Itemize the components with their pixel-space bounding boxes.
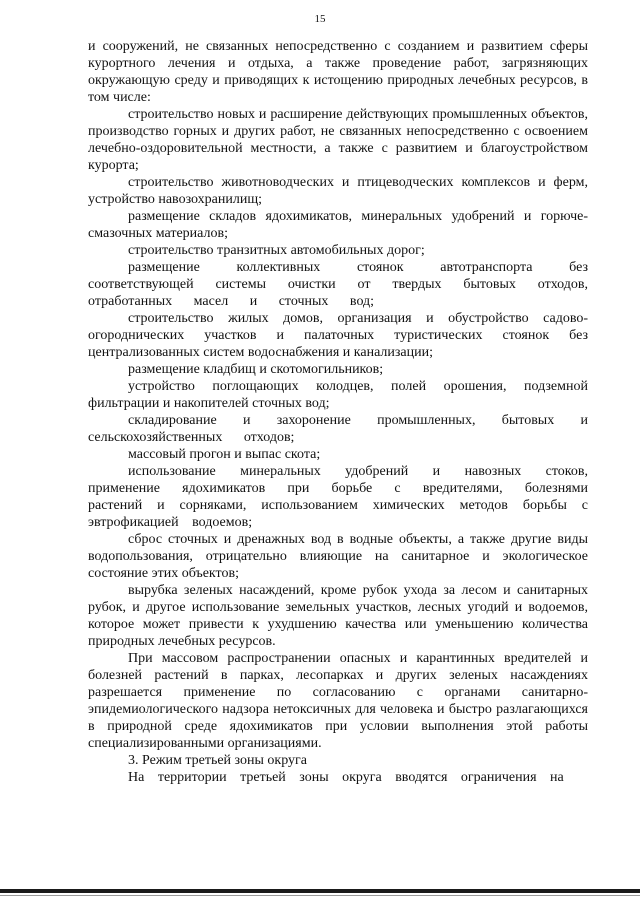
- list-item-wells: устройство поглощающих колодцев, полей орошения, подземной фильтрации и накопителей сточных вод;: [88, 379, 588, 411]
- list-item-parking: размещение коллективных стоянок автотранспорта без соответствующей системы очистки от твердых бытовых отходов, отработанных масел и сточных вод;: [88, 260, 588, 309]
- paragraph-pests: При массовом распространении опасных и карантинных вредителей и болезней растений в парках, лесопарках и других зеленых насаждениях разрешается применение по согласованию с органами санитарно-эпидемиологического надзора нетоксичных для человека и быстро разлагающихся в природной среде ядохимикатов при условии выполнения этой работы специализированными организациями.: [88, 651, 588, 751]
- page-bottom-border-shadow: [0, 895, 640, 896]
- paragraph-intro: и сооружений, не связанных непосредственно с созданием и развитием сферы курортного лечения и отдыха, а также проведение работ, загрязняющих окружающую среду и приводящих к истощению природных лечебных ресурсов, в том числе:: [88, 39, 588, 105]
- list-item-roads: строительство транзитных автомобильных дорог;: [128, 243, 425, 258]
- document-body: [88, 38, 588, 786]
- paragraph-third-zone: На территории третьей зоны округа вводятся ограничения на: [128, 770, 564, 785]
- page-number: 15: [314, 13, 326, 25]
- list-item-cemeteries: размещение кладбищ и скотомогильников;: [128, 362, 384, 377]
- list-item-grazing: массовый прогон и выпас скота;: [128, 447, 321, 462]
- list-item-wastewater: сброс сточных и дренажных вод в водные объекты, а также другие виды водопользования, отрицательно влияющие на санитарное и экологическое состояние этих объектов;: [88, 532, 588, 581]
- section-heading-third-zone: 3. Режим третьей зоны округа: [128, 753, 307, 768]
- list-item-industrial: строительство новых и расширение действующих промышленных объектов, производство горных и других работ, не связанных непосредственно с освоением лечебно-оздоровительной местности, а также с развитием и благоустройством курорта;: [88, 107, 588, 173]
- list-item-livestock: строительство животноводческих и птицеводческих комплексов и ферм, устройство навозохранилищ;: [88, 175, 588, 207]
- list-item-fertilizers: использование минеральных удобрений и навозных стоков, применение ядохимикатов при борьбе с вредителями, болезнями растений и сорняками, использованием химических методов борьбы с эвтрофикацией водоемов;: [88, 464, 588, 530]
- list-item-logging: вырубка зеленых насаждений, кроме рубок ухода за лесом и санитарных рубок, и другое использование земельных участков, лесных угодий и водоемов, которое может привести к ухудшению качества или уменьшению количества природных лечебных ресурсов.: [88, 583, 588, 649]
- list-item-warehouses: размещение складов ядохимикатов, минеральных удобрений и горюче-смазочных материалов;: [88, 209, 588, 241]
- list-item-waste: складирование и захоронение промышленных, бытовых и сельскохозяйственных отходов;: [88, 413, 588, 445]
- list-item-housing: строительство жилых домов, организация и обустройство садово-огороднических участков и палаточных туристических стоянок без централизованных систем водоснабжения и канализации;: [88, 311, 588, 360]
- page-bottom-border: [0, 889, 640, 893]
